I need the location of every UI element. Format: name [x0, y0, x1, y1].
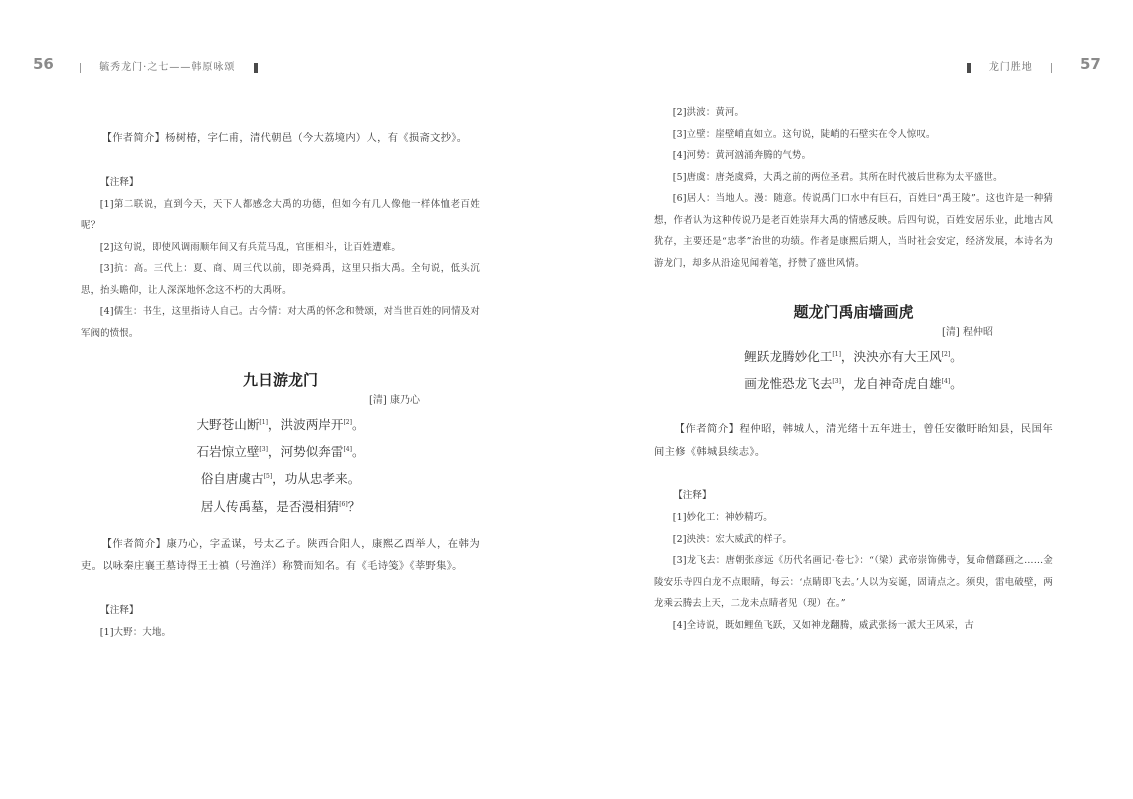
note-item: [1]妙化工：神妙精巧。 [672, 512, 773, 524]
poem-body [654, 342, 1053, 396]
running-header [80, 58, 258, 73]
header-title: 龙门胜地 [988, 62, 1033, 73]
note-item: [2]泱泱：宏大威武的样子。 [672, 533, 793, 545]
header-block-marker [967, 63, 971, 73]
header-block-marker [254, 63, 258, 73]
note-item: [4]全诗说，既如鲤鱼飞跃，又如神龙翻腾，威武张扬一派大王风采，古 [672, 619, 974, 631]
poem-title: 九日游龙门 [242, 371, 318, 389]
note-item: [2]洪波：黄河。 [672, 107, 745, 118]
poem-line: 画龙惟恐龙飞去[3]，龙自神奇虎自雄[4]。 [744, 376, 963, 392]
note-item: [3]立壁：崖壁峭直如立。这句说，陡峭的石壁实在令人惊叹。 [672, 128, 936, 140]
poem-body [81, 410, 480, 519]
poem-line: 大野苍山断[1]，洪波两岸开[2]。 [196, 417, 365, 433]
page-number: 57 [1080, 55, 1101, 73]
header-title: 毓秀龙门·之七——韩原咏颂 [99, 62, 236, 73]
right-page [566, 0, 1133, 799]
notes-heading: 【注释】 [100, 176, 139, 188]
left-page [0, 0, 566, 799]
poem-line: 鲤跃龙腾妙化工[1]，泱泱亦有大王风[2]。 [744, 349, 963, 365]
note-item: [3]抗：高。三代上：夏、商、周三代以前，即尧舜禹，这里只指大禹。全句说，低头沉思，抬头瞻仰，让人深深地怀念这不朽的大禹呀。 [81, 263, 480, 296]
author-intro: 【作者简介】杨树椿，字仁甫，清代朝邑（今大荔境内）人，有《损斋文抄》。 [101, 132, 468, 144]
note-item: [4]河势：黄河汹涌奔腾的气势。 [672, 150, 812, 161]
note-item: [1]第二联说，直到今天，天下人都感念大禹的功德，但如今有几人像他一样体恤老百姓呢？ [81, 198, 480, 231]
notes-heading: 【注释】 [673, 490, 712, 502]
running-header [967, 58, 1052, 73]
left-text-column [81, 127, 480, 643]
note-item: [1]大野：大地。 [99, 626, 172, 638]
poem-line: 俗自唐虞古[5]，功从忠孝来。 [200, 471, 361, 487]
header-divider [1051, 63, 1052, 73]
poem-line: 居人传禹墓，是否漫相猜[6]？ [200, 498, 361, 514]
note-item: [2]这句说，即使风调雨顺年间又有兵荒马乱，官匪相斗，让百姓遭难。 [99, 241, 401, 253]
poem-title: 题龙门禹庙墙画虎 [793, 303, 914, 321]
author-intro: 【作者简介】康乃心，字孟谋，号太乙子。陕西合阳人，康熙乙酉举人，在韩为吏。以咏秦庄襄王墓诗得王士禛（号渔洋）称赞而知名。有《毛诗笺》《莘野集》。 [81, 537, 480, 573]
note-item: [5]唐虞：唐尧虞舜，大禹之前的两位圣君。其所在时代被后世称为太平盛世。 [672, 171, 1003, 183]
header-divider [80, 63, 81, 73]
note-item: [4]儒生：书生，这里指诗人自己。古今情：对大禹的怀念和赞颂，对当世百姓的同情及对军阀的愤恨。 [81, 306, 480, 339]
poem-line: 石岩惊立壁[3]，河势似奔雷[4]。 [196, 444, 365, 460]
note-item: [3]龙飞去：唐朝张彦远《历代名画记·卷七》：“（梁）武帝崇饰佛寺，复命僧繇画之……金陵安乐寺四白龙不点眼睛，每云：‘点睛即飞去。’人以为妄诞，固请点之。须臾，雷电破壁，两龙乘云腾去上天，二龙未点睛者见（现）在。” [654, 555, 1053, 610]
note-item: [6]居人：当地人。漫：随意。传说禹门口水中有巨石，百姓曰“禹王陵”。这也许是一种猜想，作者认为这种传说乃是老百姓崇拜大禹的情感反映。后四句说，百姓安居乐业，此地古风犹存，主要还是“忠孝”治世的功绩。作者是康熙后期人，当时社会安定，经济发展，本诗名为游龙门，却多从沿途见闻着笔，抒赞了盛世风情。 [654, 193, 1053, 269]
right-text-column [654, 102, 1053, 636]
poem-author: [清] 程仲昭 [942, 327, 993, 338]
notes-heading: 【注释】 [100, 604, 139, 616]
author-intro: 【作者简介】程仲昭，韩城人，清光绪十五年进士，曾任安徽盱眙知县，民国年间主修《韩城县续志》。 [654, 423, 1053, 458]
poem-author: [清] 康乃心 [369, 395, 420, 406]
page-number: 56 [33, 55, 54, 73]
